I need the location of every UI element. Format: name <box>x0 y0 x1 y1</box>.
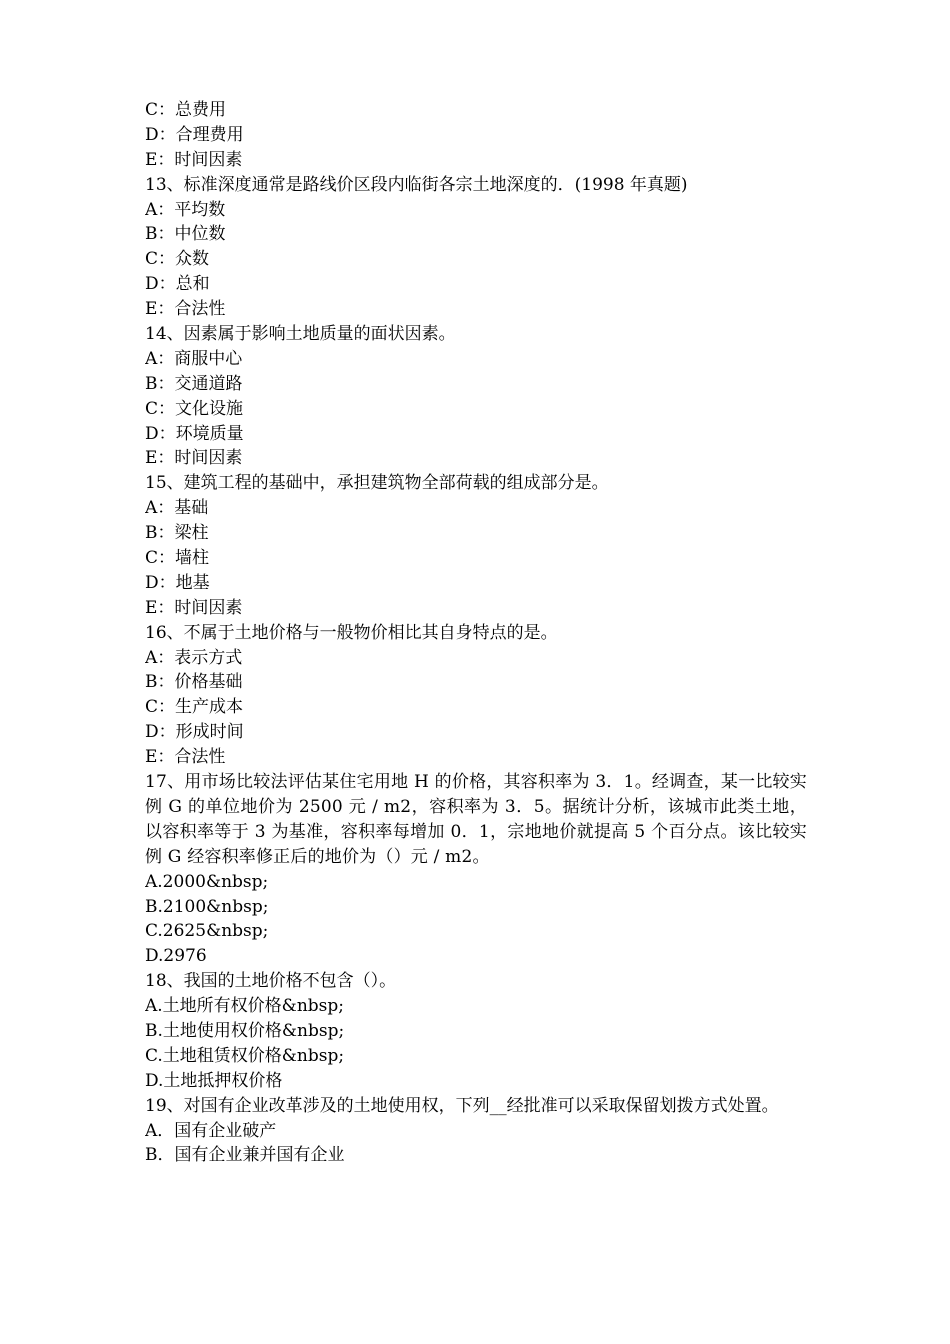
q17-option-a: A.2000&nbsp; <box>145 871 269 892</box>
q18-option-a: A.土地所有权价格&nbsp; <box>145 996 344 1017</box>
q13-option-e: E：合法性 <box>145 299 226 320</box>
q16-option-d: D：形成时间 <box>145 722 244 743</box>
q13-option-d: D：总和 <box>145 274 210 295</box>
question-19: 19、对国有企业改革涉及的土地使用权，下列__经批准可以采取保留划拨方式处置。 <box>145 1095 779 1116</box>
q15-option-d: D：地基 <box>145 572 210 593</box>
q15-option-b: B：梁柱 <box>145 523 209 544</box>
q14-option-b: B：交通道路 <box>145 373 243 394</box>
q19-option-b: B．国有企业兼并国有企业 <box>145 1145 345 1166</box>
q16-option-e: E：合法性 <box>145 747 226 768</box>
question-16: 16、不属于土地价格与一般物价相比其自身特点的是。 <box>145 622 558 643</box>
q18-option-c: C.土地租赁权价格&nbsp; <box>145 1045 345 1066</box>
option-line: D：合理费用 <box>145 124 244 145</box>
q15-option-c: C：墙柱 <box>145 548 210 569</box>
q14-option-e: E：时间因素 <box>145 448 243 469</box>
q19-option-a: A．国有企业破产 <box>145 1120 277 1141</box>
q15-option-a: A：基础 <box>145 498 209 519</box>
q13-option-b: B：中位数 <box>145 224 226 245</box>
question-17: 17、用市场比较法评估某住宅用地 H 的价格，其容积率为 3．1。经调查，某一比较实例 G 的单位地价为 2500 元 / m2，容积率为 3．5。据统计分析，该城市此类土地，以容积率等于 3 为基准，容积率每增加 0．1，宗地地价就提高 5 个百分点。该比较实例 G 经容积率修正后的地价为（）元 / m2。 <box>145 772 807 867</box>
q16-option-b: B：价格基础 <box>145 672 243 693</box>
q15-option-e: E：时间因素 <box>145 597 243 618</box>
question-15: 15、建筑工程的基础中，承担建筑物全部荷载的组成部分是。 <box>145 473 609 494</box>
q13-option-a: A：平均数 <box>145 199 226 220</box>
q17-option-d: D.2976 <box>145 946 207 967</box>
option-line: E：时间因素 <box>145 149 243 170</box>
q17-option-b: B.2100&nbsp; <box>145 896 269 917</box>
document-page <box>145 98 807 1168</box>
q14-option-d: D：环境质量 <box>145 423 244 444</box>
q13-option-c: C：众数 <box>145 249 210 270</box>
q18-option-b: B.土地使用权价格&nbsp; <box>145 1021 345 1042</box>
option-line: C：总费用 <box>145 100 227 120</box>
q14-option-c: C：文化设施 <box>145 398 244 419</box>
q17-option-c: C.2625&nbsp; <box>145 921 269 942</box>
question-18: 18、我国的土地价格不包含（）。 <box>145 971 397 992</box>
q16-option-c: C：生产成本 <box>145 697 244 718</box>
q14-option-a: A：商服中心 <box>145 348 243 369</box>
q18-option-d: D.土地抵押权价格 <box>145 1070 283 1091</box>
question-13: 13、标准深度通常是路线价区段内临街各宗土地深度的．(1998 年真题) <box>145 174 688 195</box>
question-14: 14、因素属于影响土地质量的面状因素。 <box>145 324 456 345</box>
q16-option-a: A：表示方式 <box>145 647 243 668</box>
